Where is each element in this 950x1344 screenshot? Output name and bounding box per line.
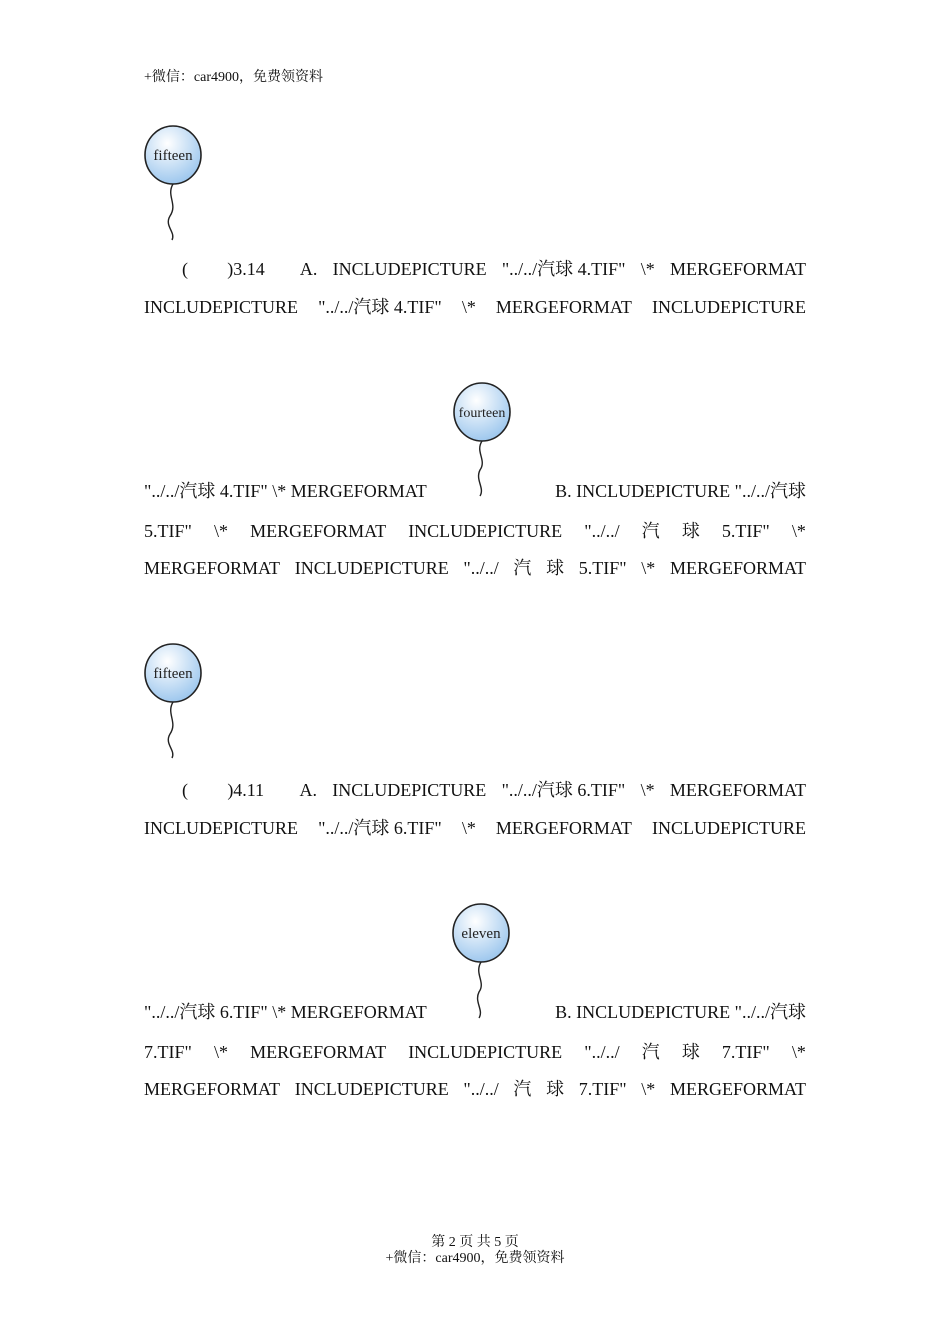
balloon-image-3 — [142, 642, 206, 760]
q1-line-5: MERGEFORMAT INCLUDEPICTURE "../../ 汽 球 5.TIF" \* MERGEFORMAT — [144, 558, 806, 578]
q2-line-1: ( )4.11 A. INCLUDEPICTURE "../../汽球 6.TIF" \* MERGEFORMAT — [182, 780, 806, 800]
balloon-image-1 — [142, 124, 206, 242]
header-note: +微信：car4900，免费领资料 — [144, 70, 323, 85]
footer-page-number: 第 2 页 共 5 页 — [431, 1235, 519, 1250]
q2-line-4: 7.TIF" \* MERGEFORMAT INCLUDEPICTURE "../../ 汽 球 7.TIF" \* — [144, 1042, 806, 1062]
footer-note: +微信：car4900，免费领资料 — [385, 1251, 565, 1266]
balloon-label-3: fifteen — [153, 666, 193, 682]
q2-line-3: "../../汽球 6.TIF" \* MERGEFORMAT B. INCLUDEPICTURE "../../汽球 — [144, 1002, 806, 1022]
q2-line-5: MERGEFORMAT INCLUDEPICTURE "../../ 汽 球 7.TIF" \* MERGEFORMAT — [144, 1079, 806, 1099]
q1-line-3: "../../汽球 4.TIF" \* MERGEFORMAT B. INCLUDEPICTURE "../../汽球 — [144, 481, 806, 501]
balloon-label-2: fourteen — [458, 406, 506, 421]
q1-line-1: ( )3.14 A. INCLUDEPICTURE "../../汽球 4.TIF" \* MERGEFORMAT — [182, 259, 806, 279]
q1-line-4: 5.TIF" \* MERGEFORMAT INCLUDEPICTURE "../../ 汽 球 5.TIF" \* — [144, 521, 806, 541]
balloon-label-4: eleven — [461, 926, 501, 942]
q2-line-2: INCLUDEPICTURE "../../汽球 6.TIF" \* MERGEFORMAT INCLUDEPICTURE — [144, 818, 806, 838]
balloon-label-1: fifteen — [153, 148, 193, 164]
q1-line-2: INCLUDEPICTURE "../../汽球 4.TIF" \* MERGEFORMAT INCLUDEPICTURE — [144, 297, 806, 317]
